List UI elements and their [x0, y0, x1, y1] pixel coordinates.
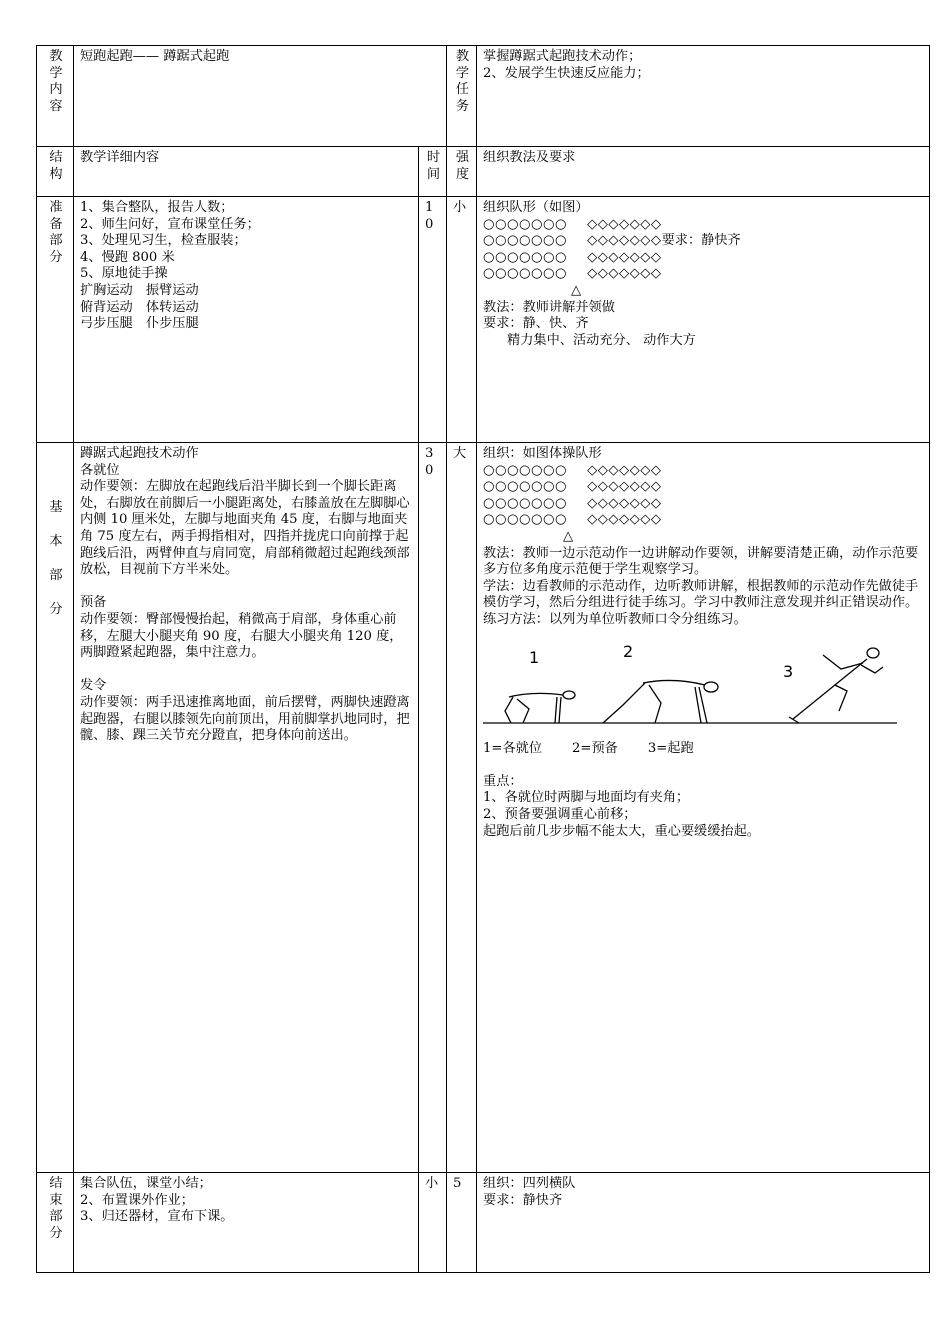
col-structure-text: 结构: [49, 150, 63, 182]
prep-row: [37, 197, 930, 443]
main-label: [37, 443, 74, 1173]
end-method-line: 要求：静快齐: [483, 1192, 563, 1208]
prep-detail: [74, 197, 419, 443]
prep-label-text: 准备部分: [49, 200, 63, 265]
phase1-title: 各就位: [80, 462, 120, 478]
content-value: 短跑起跑—— 蹲踞式起跑: [80, 49, 230, 64]
students-circles: ○○○○○○○: [483, 233, 568, 249]
main-title: 蹲踞式起跑技术动作: [80, 446, 199, 461]
content-value-cell: [74, 46, 447, 147]
spacer: [80, 579, 414, 596]
col-detail: [74, 147, 419, 197]
phase1-text: 动作要领：左脚放在起跑线后沿半脚长到一个脚长距离处，右脚放在前脚后一小腿距离处，右膝盖放在左脚脚心内侧 10 厘米处，左脚与地面夹角 45 度，右脚与地面夹角 75 度左右，两手拇指相对，四指并拢虎口向前撑于起跑线后沿，两臂伸直与肩同宽，肩部稍微超过起跑线颈部放松，目视前下方半米处。: [80, 479, 410, 578]
phase2-title: 预备: [80, 595, 107, 611]
drive-figure-icon: [789, 648, 883, 723]
end-method: [477, 1173, 930, 1273]
students-circles: ○○○○○○○: [483, 216, 568, 232]
end-label: [37, 1173, 74, 1273]
main-intensity: [447, 443, 477, 1173]
formation-row: [483, 266, 925, 283]
main-method: [477, 443, 930, 1173]
col-method-text: 组织教法及要求: [483, 150, 576, 165]
column-header-row: [37, 147, 930, 197]
main-label-text: 基本部分: [49, 500, 63, 617]
formation-row: [483, 512, 925, 529]
end-line: 2、布置课外作业；: [80, 1192, 194, 1208]
formation-row: [483, 233, 925, 250]
students-diamonds: ◇◇◇◇◇◇◇: [587, 249, 662, 265]
prep-method-line: 精力集中、活动充分、 动作大方: [507, 332, 696, 348]
end-line: 3、归还器材，宣布下课。: [80, 1209, 234, 1225]
task-line-1: 掌握蹲踞式起跑技术动作；: [483, 49, 642, 64]
legend-item: 1=各就位: [483, 740, 543, 756]
students-circles: ○○○○○○○: [483, 249, 568, 265]
prep-line: 弓步压腿 仆步压腿: [80, 316, 199, 332]
task-label-text: 教学任务: [455, 49, 470, 114]
end-label-text: 结束部分: [49, 1176, 63, 1241]
students-diamonds: ◇◇◇◇◇◇◇: [587, 266, 662, 282]
formation-row: [483, 463, 925, 480]
students-diamonds: ◇◇◇◇◇◇◇: [587, 479, 662, 495]
prep-line: 扩胸运动 振臂运动: [80, 282, 199, 298]
end-time: [419, 1173, 447, 1273]
end-time-text: 小: [425, 1176, 439, 1191]
students-diamonds: ◇◇◇◇◇◇◇: [587, 216, 662, 232]
prep-method-line: 要求：静、快、齐: [483, 316, 589, 332]
phase3-title: 发令: [80, 678, 107, 694]
main-method-title: 组织：如图体操队形: [483, 446, 602, 461]
content-label-text: 教学内容: [49, 49, 63, 114]
content-label: [37, 46, 74, 147]
phase2-text: 动作要领：臀部慢慢抬起，稍微高于肩部，身体重心前移，左腿大小腿夹角 90 度，右腿大小腿夹角 120 度，两脚蹬紧起跑器，集中注意力。: [80, 611, 403, 661]
students-diamonds: ◇◇◇◇◇◇◇: [587, 495, 662, 511]
learn-method-text: 学法：边看教师的示范动作，边听教师讲解，根据教师的示范动作先做徒手模仿学习，然后分组进行徒手练习。学习中教师注意发现并纠正错误动作。: [483, 578, 919, 611]
prep-label: [37, 197, 74, 443]
key-point: 起跑后前几步步幅不能太大，重心要缓缓抬起。: [483, 823, 760, 839]
prep-line: 2、师生问好，宣布课堂任务；: [80, 216, 260, 232]
practice-method-text: 练习方法：以列为单位听教师口令分组练习。: [483, 611, 747, 627]
task-cell: [477, 46, 930, 147]
end-row: [37, 1173, 930, 1273]
main-intensity-text: 大: [453, 446, 467, 461]
col-intensity-text: 强度: [455, 150, 470, 182]
end-method-line: 组织：四列横队: [483, 1176, 576, 1191]
students-diamonds: ◇◇◇◇◇◇◇: [587, 512, 662, 528]
prep-method: [477, 197, 930, 443]
col-method: [477, 147, 930, 197]
prep-time-text: 10: [425, 200, 434, 232]
set-figure-icon: [603, 680, 718, 723]
main-row: [37, 443, 930, 1173]
spacer: [80, 662, 414, 679]
students-circles: ○○○○○○○: [483, 479, 568, 495]
prep-intensity: [447, 197, 477, 443]
prep-line: 3、处理见习生，检查服装；: [80, 233, 247, 249]
main-detail: [74, 443, 419, 1173]
key-point: 1、各就位时两脚与地面均有夹角；: [483, 790, 690, 806]
prep-line: 4、慢跑 800 米: [80, 249, 175, 265]
figure-number-1: 1: [529, 647, 540, 667]
col-detail-text: 教学详细内容: [80, 150, 160, 165]
students-circles: ○○○○○○○: [483, 266, 568, 282]
formation-row: [483, 479, 925, 496]
prep-line: 1、集合整队，报告人数；: [80, 200, 234, 215]
spacer: [483, 757, 925, 774]
phase3-text: 动作要领：两手迅速推离地面，前后摆臂，两脚快速蹬离起跑器，右腿以膝领先向前顶出，用前脚掌扒地同时，把髋、膝、踝三关节充分蹬直，把身体向前送出。: [80, 694, 410, 744]
col-time: [419, 147, 447, 197]
teacher-triangle: △: [563, 528, 574, 544]
teach-method-text: 教法：教师一边示范动作一边讲解动作要领，讲解要清楚正确，动作示范要多方位多角度示范便于学生观察学习。: [483, 545, 919, 578]
legend-item: 2=预备: [572, 740, 618, 756]
start-phases-figure: [483, 643, 903, 733]
students-diamonds: ◇◇◇◇◇◇◇: [587, 462, 662, 478]
header-row: [37, 46, 930, 147]
prep-intensity-text: 小: [453, 200, 467, 215]
task-line-2: 2、发展学生快速反应能力；: [483, 65, 650, 81]
col-structure: [37, 147, 74, 197]
teacher-triangle: △: [571, 282, 582, 298]
prep-time: [419, 197, 447, 443]
formation-row: [483, 217, 925, 234]
key-points-title: 重点：: [483, 773, 523, 789]
end-detail: [74, 1173, 419, 1273]
prep-method-title: 组织队形（如图）: [483, 200, 589, 215]
main-time-text: 30: [425, 446, 434, 478]
figure-number-2: 2: [623, 642, 634, 661]
figure-number-3: 3: [783, 661, 794, 681]
task-label: [447, 46, 477, 147]
students-circles: ○○○○○○○: [483, 462, 568, 478]
end-line: 集合队伍，课堂小结；: [80, 1176, 212, 1191]
main-time: [419, 443, 447, 1173]
prep-line: 俯背运动 体转运动: [80, 299, 199, 315]
legend-item: 3=起跑: [647, 740, 694, 756]
key-point: 2、预备要强调重心前移；: [483, 806, 637, 822]
formation-row: [483, 496, 925, 513]
prep-method-line: 教法：教师讲解并领做: [483, 299, 615, 315]
end-intensity: [447, 1173, 477, 1273]
formation-row: [483, 250, 925, 267]
col-intensity: [447, 147, 477, 197]
crouch-figure-icon: [505, 691, 575, 723]
col-time-text: 时间: [426, 150, 441, 182]
students-circles: ○○○○○○○: [483, 512, 568, 528]
prep-line: 5、原地徒手操: [80, 266, 168, 282]
figure-legend: [483, 741, 925, 758]
students-circles: ○○○○○○○: [483, 495, 568, 511]
lesson-plan-table: [36, 45, 930, 1273]
end-intensity-text: 5: [453, 1176, 462, 1191]
formation-requirement: 要求：静快齐: [661, 233, 741, 249]
students-diamonds: ◇◇◇◇◇◇◇: [587, 233, 662, 249]
